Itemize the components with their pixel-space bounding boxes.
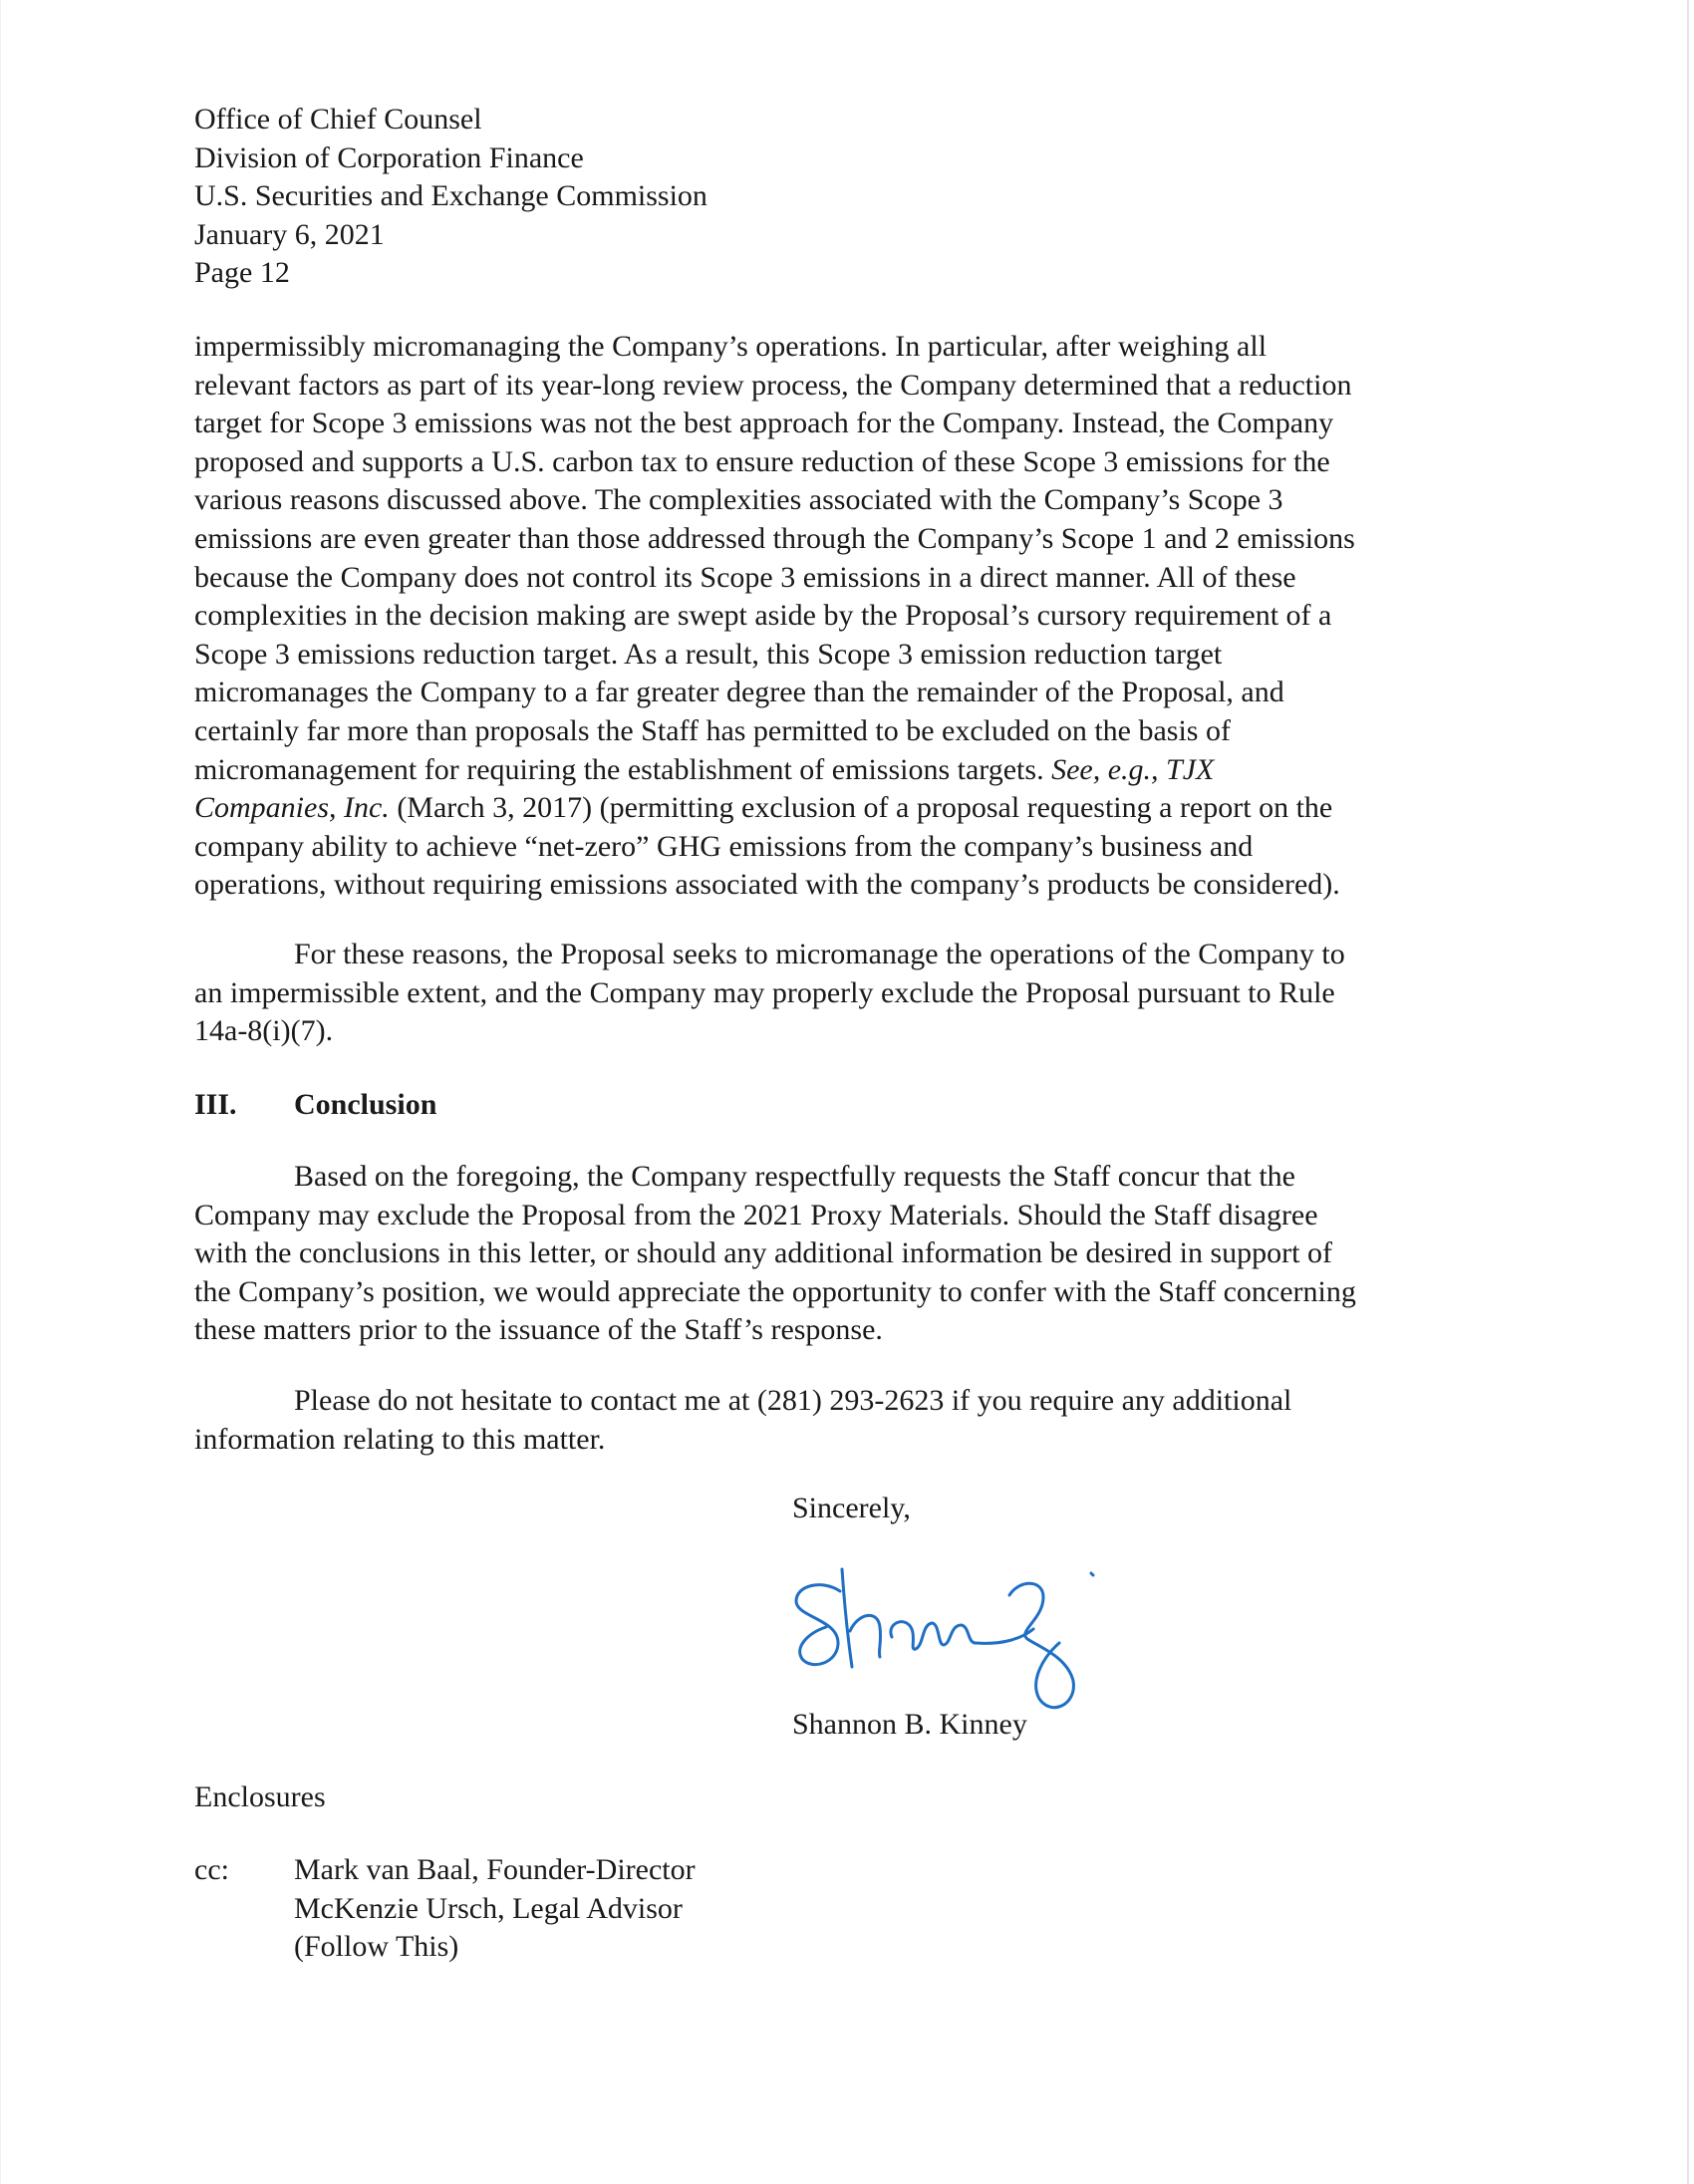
letter-header [194, 101, 1500, 293]
cc-label: cc: [194, 1853, 229, 1886]
paragraph-contact [194, 1382, 1500, 1459]
paragraph-line: operations, without requiring emissions associated with the company’s products be considered). [194, 868, 1340, 902]
header-office: Office of Chief Counsel [194, 103, 482, 136]
paragraph-line: Company may exclude the Proposal from the 2021 Proxy Materials. Should the Staff disagree [194, 1198, 1318, 1231]
case-citation-italic: See, e.g., TJX [1051, 752, 1215, 786]
paragraph-line: various reasons discussed above. The complexities associated with the Company’s Scope 3 [194, 483, 1283, 517]
scan-edge-right [1687, 0, 1689, 2184]
header-division: Division of Corporation Finance [194, 140, 584, 174]
case-citation-italic: Companies, Inc. [194, 791, 390, 825]
paragraph-line: information relating to this matter. [194, 1422, 606, 1456]
paragraph-line: an impermissible extent, and the Company may properly exclude the Proposal pursuant to Rule [194, 975, 1335, 1009]
paragraph-line: these matters prior to the issuance of the Staff’s response. [194, 1313, 883, 1347]
paragraph-line: certainly far more than proposals the Staff has permitted to be excluded on the basis of [194, 713, 1231, 747]
section-title: Conclusion [294, 1088, 437, 1121]
cc-recipients [294, 1851, 696, 1967]
signer-name: Shannon B. Kinney [792, 1708, 1027, 1741]
header-page-number: Page 12 [194, 256, 290, 290]
scan-edge-left [0, 0, 1, 2184]
paragraph-line: relevant factors as part of its year-long review process, the Company determined that a reduction [194, 368, 1352, 402]
paragraph-line: because the Company does not control its Scope 3 emissions in a direct manner. All of these [194, 560, 1296, 594]
paragraph-reasons [194, 936, 1500, 1051]
paragraph-line: Based on the foregoing, the Company respectfully requests the Staff concur that the [294, 1160, 1295, 1193]
line-text: micromanagement for requiring the establishment of emissions targets. [194, 752, 1052, 786]
paragraph-line: proposed and supports a U.S. carbon tax to ensure reduction of these Scope 3 emissions for the [194, 444, 1330, 478]
paragraph-line: complexities in the decision making are swept aside by the Proposal’s cursory requirement of a [194, 599, 1332, 633]
paragraph-line [194, 789, 1500, 828]
paragraph-line [194, 751, 1500, 790]
line-text: (March 3, 2017) (permitting exclusion of a proposal requesting a report on the [389, 791, 1333, 825]
paragraph-line: For these reasons, the Proposal seeks to micromanage the operations of the Company to [294, 938, 1345, 970]
cc-recipient: (Follow This) [294, 1930, 459, 1964]
section-number: III. [194, 1088, 237, 1121]
header-date: January 6, 2021 [194, 217, 385, 251]
paragraph-line: company ability to achieve “net-zero” GHG emissions from the company’s business and [194, 829, 1254, 863]
paragraph-line: with the conclusions in this letter, or should any additional information be desired in support of [194, 1236, 1332, 1270]
enclosures-label: Enclosures [194, 1780, 326, 1813]
paragraph-line: impermissibly micromanaging the Company’s operations. In particular, after weighing all [194, 330, 1268, 363]
paragraph-line: target for Scope 3 emissions was not the best approach for the Company. Instead, the Company [194, 407, 1334, 440]
section-heading-conclusion [194, 1088, 436, 1122]
paragraph-line: micromanages the Company to a far greater degree than the remainder of the Proposal, and [194, 676, 1284, 709]
paragraph-line: 14a-8(i)(7). [194, 1014, 334, 1048]
paragraph-line: the Company’s position, we would appreciate the opportunity to confer with the Staff concerning [194, 1274, 1356, 1308]
cc-recipient: Mark van Baal, Founder-Director [294, 1853, 696, 1886]
paragraph-micromanagement [194, 328, 1500, 905]
closing-salutation: Sincerely, [792, 1492, 911, 1524]
paragraph-line: Scope 3 emissions reduction target. As a result, this Scope 3 emission reduction target [194, 637, 1223, 671]
paragraph-conclusion [194, 1158, 1500, 1350]
paragraph-line: Please do not hesitate to contact me at (281) 293-2623 if you require any additional [294, 1384, 1292, 1417]
handwritten-signature [782, 1539, 1111, 1719]
paragraph-line: emissions are even greater than those addressed through the Company’s Scope 1 and 2 emissions [194, 521, 1355, 555]
header-commission: U.S. Securities and Exchange Commission [194, 179, 707, 213]
cc-recipient: McKenzie Ursch, Legal Advisor [294, 1891, 683, 1925]
